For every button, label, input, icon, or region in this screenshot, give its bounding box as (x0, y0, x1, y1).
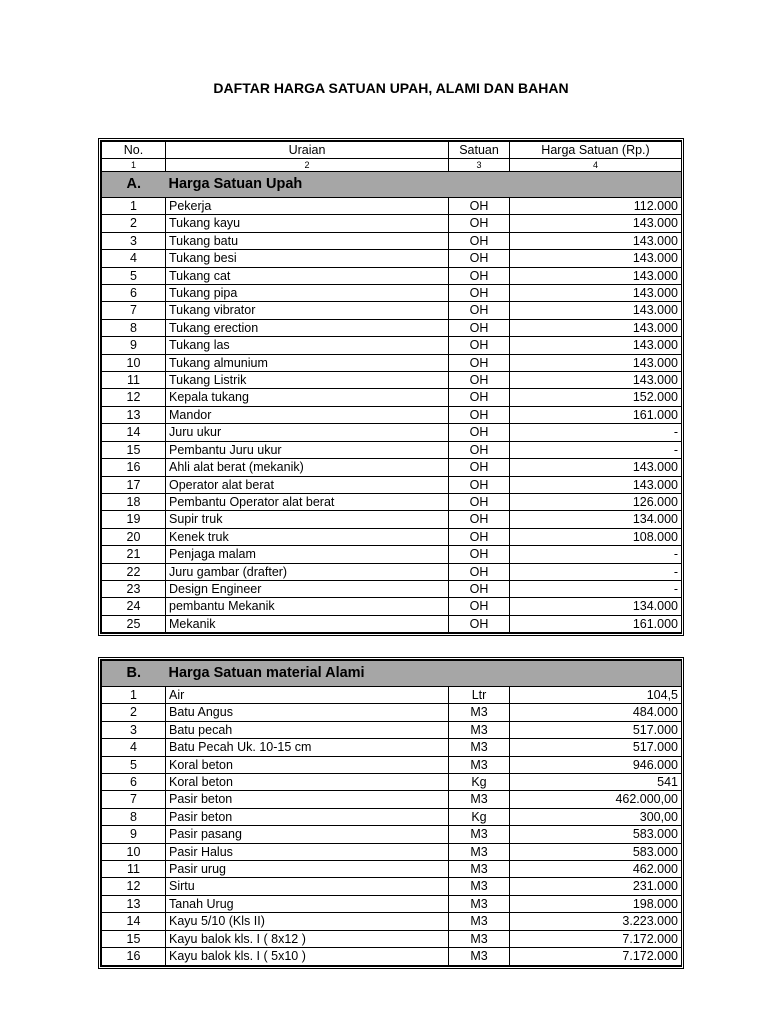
row-harga: 134.000 (510, 598, 682, 615)
table-row (102, 808, 682, 825)
row-harga: 300,00 (510, 808, 682, 825)
table-row (102, 546, 682, 563)
row-satuan: OH (449, 319, 510, 336)
row-no: 6 (102, 285, 166, 302)
table-header-row (102, 142, 682, 159)
table-row (102, 319, 682, 336)
row-no: 10 (102, 843, 166, 860)
row-uraian: Kayu 5/10 (Kls II) (166, 913, 449, 930)
table-row (102, 861, 682, 878)
row-no: 1 (102, 687, 166, 704)
row-no: 7 (102, 302, 166, 319)
row-no: 9 (102, 826, 166, 843)
row-satuan: M3 (449, 948, 510, 965)
row-no: 15 (102, 930, 166, 947)
row-satuan: OH (449, 424, 510, 441)
row-uraian: Sirtu (166, 878, 449, 895)
row-satuan: OH (449, 267, 510, 284)
row-harga: 161.000 (510, 406, 682, 423)
row-uraian: Pembantu Operator alat berat (166, 493, 449, 510)
row-harga: 3.223.000 (510, 913, 682, 930)
row-no: 5 (102, 267, 166, 284)
row-no: 9 (102, 337, 166, 354)
row-uraian: Kayu balok kls. I ( 8x12 ) (166, 930, 449, 947)
section-a-header (102, 172, 682, 198)
row-harga: 231.000 (510, 878, 682, 895)
table-row (102, 930, 682, 947)
row-uraian: Pasir pasang (166, 826, 449, 843)
row-satuan: Kg (449, 774, 510, 791)
row-satuan: OH (449, 598, 510, 615)
row-harga: - (510, 441, 682, 458)
row-no: 7 (102, 791, 166, 808)
row-harga: 7.172.000 (510, 930, 682, 947)
row-uraian: Ahli alat berat (mekanik) (166, 459, 449, 476)
row-uraian: Pembantu Juru ukur (166, 441, 449, 458)
row-uraian: Batu pecah (166, 721, 449, 738)
section-title: Harga Satuan Upah (166, 172, 682, 198)
table-row (102, 267, 682, 284)
row-satuan: OH (449, 580, 510, 597)
row-no: 12 (102, 389, 166, 406)
row-uraian: Pekerja (166, 198, 449, 215)
table-row (102, 354, 682, 371)
table-row (102, 948, 682, 965)
table-row (102, 598, 682, 615)
header-no: No. (102, 142, 166, 159)
row-satuan: M3 (449, 791, 510, 808)
row-satuan: OH (449, 250, 510, 267)
row-uraian: Tukang vibrator (166, 302, 449, 319)
row-satuan: M3 (449, 913, 510, 930)
row-no: 11 (102, 372, 166, 389)
row-no: 1 (102, 198, 166, 215)
row-uraian: Tukang pipa (166, 285, 449, 302)
row-satuan: OH (449, 528, 510, 545)
header-uraian: Uraian (166, 142, 449, 159)
row-satuan: M3 (449, 930, 510, 947)
table-row (102, 215, 682, 232)
row-no: 4 (102, 250, 166, 267)
table-row (102, 511, 682, 528)
table-row (102, 563, 682, 580)
row-harga: 143.000 (510, 372, 682, 389)
table-row (102, 285, 682, 302)
row-satuan: M3 (449, 878, 510, 895)
table-row (102, 459, 682, 476)
row-no: 14 (102, 913, 166, 930)
row-satuan: OH (449, 459, 510, 476)
row-no: 20 (102, 528, 166, 545)
row-harga: 198.000 (510, 895, 682, 912)
table-row (102, 895, 682, 912)
section-title: Harga Satuan material Alami (166, 661, 682, 687)
table-row (102, 580, 682, 597)
table-row (102, 493, 682, 510)
row-satuan: Kg (449, 808, 510, 825)
row-harga: 484.000 (510, 704, 682, 721)
row-harga: 946.000 (510, 756, 682, 773)
table-row (102, 739, 682, 756)
row-uraian: Tukang cat (166, 267, 449, 284)
table-row (102, 528, 682, 545)
row-harga: 583.000 (510, 843, 682, 860)
row-harga: 108.000 (510, 528, 682, 545)
index-cell: 2 (166, 159, 449, 172)
row-uraian: Tukang almunium (166, 354, 449, 371)
row-no: 16 (102, 948, 166, 965)
row-no: 13 (102, 406, 166, 423)
row-no: 2 (102, 215, 166, 232)
table-row (102, 250, 682, 267)
table-row (102, 337, 682, 354)
row-no: 21 (102, 546, 166, 563)
row-satuan: OH (449, 546, 510, 563)
row-satuan: OH (449, 615, 510, 632)
row-no: 14 (102, 424, 166, 441)
section-letter: A. (102, 172, 166, 198)
row-no: 22 (102, 563, 166, 580)
table-row (102, 441, 682, 458)
row-no: 23 (102, 580, 166, 597)
row-satuan: OH (449, 563, 510, 580)
row-satuan: Ltr (449, 687, 510, 704)
table-row (102, 198, 682, 215)
table-row (102, 791, 682, 808)
table-row (102, 756, 682, 773)
row-satuan: OH (449, 285, 510, 302)
column-index-row (102, 159, 682, 172)
row-uraian: Pasir beton (166, 808, 449, 825)
table-section-a (98, 138, 684, 636)
row-no: 6 (102, 774, 166, 791)
row-harga: 112.000 (510, 198, 682, 215)
row-no: 16 (102, 459, 166, 476)
table-row (102, 687, 682, 704)
row-uraian: Tanah Urug (166, 895, 449, 912)
row-satuan: M3 (449, 861, 510, 878)
row-harga: 143.000 (510, 302, 682, 319)
index-cell: 4 (510, 159, 682, 172)
row-no: 24 (102, 598, 166, 615)
row-uraian: Tukang Listrik (166, 372, 449, 389)
row-no: 13 (102, 895, 166, 912)
row-uraian: Tukang kayu (166, 215, 449, 232)
row-harga: 143.000 (510, 250, 682, 267)
row-uraian: pembantu Mekanik (166, 598, 449, 615)
row-harga: 152.000 (510, 389, 682, 406)
index-cell: 1 (102, 159, 166, 172)
table-section-b (98, 657, 684, 969)
row-harga: 7.172.000 (510, 948, 682, 965)
row-harga: 143.000 (510, 215, 682, 232)
table-row (102, 302, 682, 319)
row-harga: 462.000,00 (510, 791, 682, 808)
table-row (102, 913, 682, 930)
row-harga: 143.000 (510, 285, 682, 302)
row-satuan: M3 (449, 739, 510, 756)
row-no: 3 (102, 721, 166, 738)
row-uraian: Juru gambar (drafter) (166, 563, 449, 580)
row-satuan: OH (449, 232, 510, 249)
row-satuan: OH (449, 354, 510, 371)
row-no: 4 (102, 739, 166, 756)
row-satuan: M3 (449, 721, 510, 738)
page-title: DAFTAR HARGA SATUAN UPAH, ALAMI DAN BAHAN (213, 80, 569, 96)
table-row (102, 774, 682, 791)
row-harga: 541 (510, 774, 682, 791)
row-uraian: Supir truk (166, 511, 449, 528)
table-row (102, 826, 682, 843)
table-row (102, 721, 682, 738)
row-harga: 143.000 (510, 476, 682, 493)
row-uraian: Penjaga malam (166, 546, 449, 563)
row-uraian: Koral beton (166, 756, 449, 773)
row-harga: 104,5 (510, 687, 682, 704)
row-satuan: OH (449, 215, 510, 232)
section-b-header (102, 661, 682, 687)
row-uraian: Kenek truk (166, 528, 449, 545)
row-no: 15 (102, 441, 166, 458)
row-satuan: OH (449, 441, 510, 458)
row-uraian: Tukang las (166, 337, 449, 354)
row-no: 8 (102, 319, 166, 336)
table-row (102, 372, 682, 389)
row-uraian: Koral beton (166, 774, 449, 791)
row-uraian: Design Engineer (166, 580, 449, 597)
row-uraian: Kayu balok kls. I ( 5x10 ) (166, 948, 449, 965)
row-uraian: Air (166, 687, 449, 704)
row-harga: 143.000 (510, 337, 682, 354)
row-uraian: Pasir Halus (166, 843, 449, 860)
row-no: 10 (102, 354, 166, 371)
row-uraian: Tukang batu (166, 232, 449, 249)
row-harga: 517.000 (510, 721, 682, 738)
row-harga: 143.000 (510, 232, 682, 249)
row-no: 3 (102, 232, 166, 249)
row-no: 17 (102, 476, 166, 493)
row-uraian: Kepala tukang (166, 389, 449, 406)
row-satuan: M3 (449, 756, 510, 773)
table-row (102, 389, 682, 406)
row-no: 25 (102, 615, 166, 632)
row-no: 2 (102, 704, 166, 721)
section-letter: B. (102, 661, 166, 687)
row-no: 12 (102, 878, 166, 895)
row-harga: 126.000 (510, 493, 682, 510)
row-no: 8 (102, 808, 166, 825)
row-harga: 143.000 (510, 319, 682, 336)
row-satuan: OH (449, 302, 510, 319)
row-satuan: OH (449, 389, 510, 406)
row-satuan: OH (449, 493, 510, 510)
row-satuan: OH (449, 372, 510, 389)
row-no: 19 (102, 511, 166, 528)
table-row (102, 232, 682, 249)
row-harga: - (510, 424, 682, 441)
table-row (102, 424, 682, 441)
row-satuan: M3 (449, 704, 510, 721)
row-harga: 462.000 (510, 861, 682, 878)
row-uraian: Pasir beton (166, 791, 449, 808)
table-row (102, 878, 682, 895)
header-satuan: Satuan (449, 142, 510, 159)
row-uraian: Mandor (166, 406, 449, 423)
row-uraian: Pasir urug (166, 861, 449, 878)
row-harga: 583.000 (510, 826, 682, 843)
row-harga: 161.000 (510, 615, 682, 632)
row-satuan: M3 (449, 895, 510, 912)
table-row (102, 615, 682, 632)
row-uraian: Operator alat berat (166, 476, 449, 493)
row-harga: 143.000 (510, 354, 682, 371)
row-satuan: OH (449, 476, 510, 493)
table-row (102, 406, 682, 423)
row-harga: - (510, 580, 682, 597)
row-satuan: OH (449, 406, 510, 423)
row-satuan: M3 (449, 843, 510, 860)
row-harga: - (510, 546, 682, 563)
row-no: 18 (102, 493, 166, 510)
header-harga: Harga Satuan (Rp.) (510, 142, 682, 159)
row-uraian: Batu Pecah Uk. 10-15 cm (166, 739, 449, 756)
row-harga: 143.000 (510, 267, 682, 284)
row-satuan: OH (449, 511, 510, 528)
row-uraian: Batu Angus (166, 704, 449, 721)
row-uraian: Juru ukur (166, 424, 449, 441)
row-harga: 143.000 (510, 459, 682, 476)
row-satuan: M3 (449, 826, 510, 843)
table-row (102, 843, 682, 860)
row-satuan: OH (449, 198, 510, 215)
row-uraian: Mekanik (166, 615, 449, 632)
row-no: 5 (102, 756, 166, 773)
row-uraian: Tukang besi (166, 250, 449, 267)
table-row (102, 704, 682, 721)
row-no: 11 (102, 861, 166, 878)
row-harga: 517.000 (510, 739, 682, 756)
row-harga: - (510, 563, 682, 580)
row-harga: 134.000 (510, 511, 682, 528)
table-row (102, 476, 682, 493)
row-uraian: Tukang erection (166, 319, 449, 336)
index-cell: 3 (449, 159, 510, 172)
row-satuan: OH (449, 337, 510, 354)
